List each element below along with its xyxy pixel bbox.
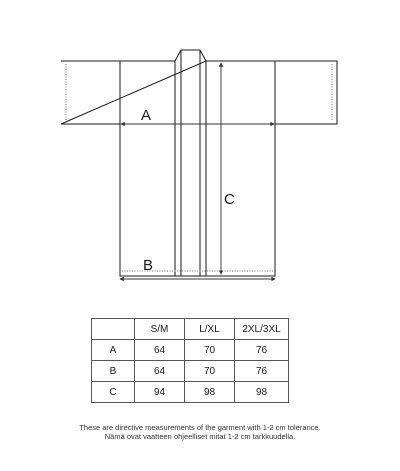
table-cell: 98 [235,382,289,403]
table-row-label: C [92,382,135,403]
table-row [92,361,289,382]
table-cell: 64 [135,361,185,382]
table-row [92,340,289,361]
table-header-cell: S/M [135,319,185,340]
size-table [91,318,289,403]
table-row-label: A [92,340,135,361]
table-cell: 64 [135,340,185,361]
garment-outline [61,50,337,276]
table-header-row [92,319,289,340]
footnote-finnish: Nämä ovat vaatteen ohjeelliset mitat 1-2 cm tarkkuudella. [104,432,296,441]
table-header-cell: L/XL [185,319,235,340]
table-header-cell [92,319,135,340]
table-cell: 70 [185,340,235,361]
table-row [92,382,289,403]
dimension-c-label: C [224,191,235,208]
kimono-body-outline [61,61,337,276]
dimension-a-label: A [141,107,152,124]
dimension-b-label: B [143,257,154,274]
table-cell: 94 [135,382,185,403]
table-cell: 76 [235,361,289,382]
table-cell: 70 [185,361,235,382]
table-row-label: B [92,361,135,382]
footnote [0,423,400,441]
table-cell: 98 [185,382,235,403]
table-header-cell: 2XL/3XL [235,319,289,340]
footnote-english: These are directive measurements of the garment with 1-2 cm tolerance. [79,423,321,432]
table-cell: 76 [235,340,289,361]
collar-band [175,50,206,276]
